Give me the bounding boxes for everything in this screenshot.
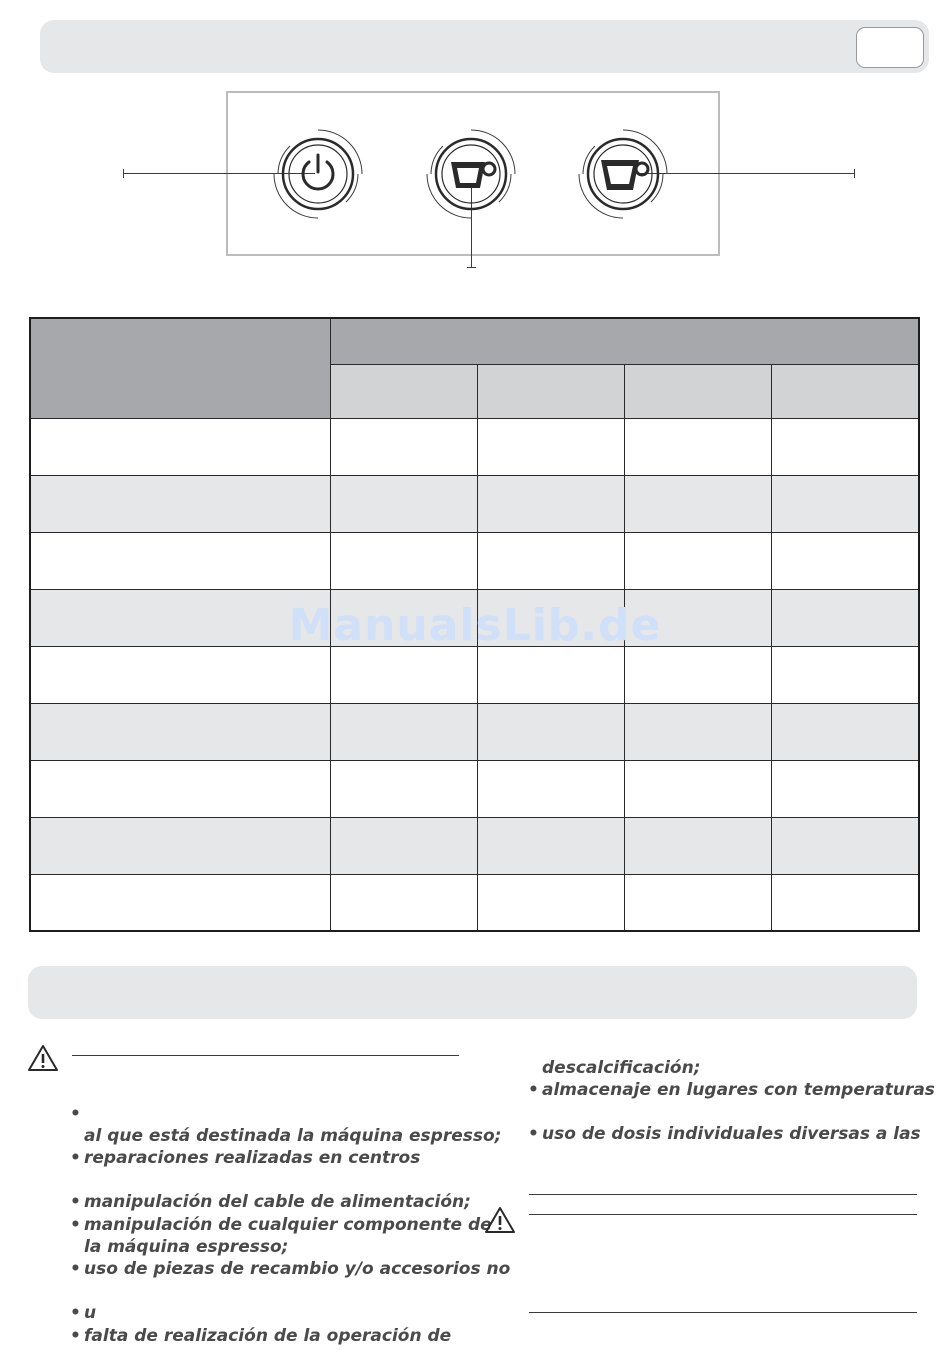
cup-small-icon bbox=[423, 126, 519, 222]
divider-line bbox=[529, 1312, 917, 1313]
list-item: falta de realización de la operación de bbox=[84, 1326, 452, 1346]
list-item: manipulación del cable de alimentación; bbox=[84, 1192, 471, 1212]
table-subheader-cell bbox=[771, 364, 919, 418]
list-bullet: • bbox=[70, 1148, 81, 1168]
list-item: uso de dosis individuales diversas a las bbox=[542, 1124, 921, 1144]
list-item: almacenaje en lugares con temperaturas bbox=[542, 1080, 935, 1100]
table-header-cell bbox=[330, 318, 919, 364]
list-bullet: • bbox=[70, 1259, 81, 1279]
cup-large-icon bbox=[575, 126, 671, 222]
divider-line bbox=[529, 1214, 917, 1215]
short-coffee-button[interactable] bbox=[423, 126, 519, 222]
table-row bbox=[30, 475, 919, 532]
list-bullet: • bbox=[528, 1080, 539, 1100]
list-item: uso de piezas de recambio y/o accesorios no bbox=[84, 1259, 511, 1279]
table-row bbox=[30, 703, 919, 760]
table-subheader-cell bbox=[624, 364, 771, 418]
list-bullet: • bbox=[70, 1303, 81, 1323]
table-row bbox=[30, 532, 919, 589]
callout-tick-right bbox=[854, 169, 855, 178]
divider-line bbox=[529, 1194, 917, 1195]
callout-tick-left bbox=[123, 169, 124, 178]
list-item: reparaciones realizadas en centros bbox=[84, 1148, 421, 1168]
list-bullet: • bbox=[70, 1192, 81, 1212]
list-item: la máquina espresso; bbox=[84, 1237, 289, 1257]
table-header-cell bbox=[30, 318, 330, 418]
section-bar bbox=[28, 966, 917, 1019]
list-bullet: • bbox=[70, 1326, 81, 1346]
table-row bbox=[30, 874, 919, 931]
warning-icon bbox=[27, 1044, 59, 1072]
list-item: u bbox=[84, 1303, 97, 1323]
table-row bbox=[30, 646, 919, 703]
list-bullet: • bbox=[528, 1124, 539, 1144]
list-item: al que está destinada la máquina espresso; bbox=[84, 1126, 502, 1146]
long-coffee-button[interactable] bbox=[575, 126, 671, 222]
power-button[interactable] bbox=[270, 126, 366, 222]
table-row bbox=[30, 817, 919, 874]
table-row bbox=[30, 418, 919, 475]
list-bullet: • bbox=[70, 1104, 81, 1124]
callout-tick-bottom bbox=[467, 267, 476, 268]
table-subheader-cell bbox=[330, 364, 477, 418]
warning-icon bbox=[484, 1206, 516, 1234]
callout-line-long bbox=[640, 173, 855, 174]
list-item: descalcificación; bbox=[542, 1058, 701, 1078]
table-row bbox=[30, 760, 919, 817]
page-number-box bbox=[856, 27, 924, 68]
divider-line bbox=[72, 1055, 459, 1056]
list-bullet: • bbox=[70, 1215, 81, 1235]
table-subheader-cell bbox=[477, 364, 624, 418]
watermark: ManualsLib.de bbox=[288, 600, 662, 651]
list-item: manipulación de cualquier componente de bbox=[84, 1215, 492, 1235]
power-icon bbox=[270, 126, 366, 222]
header-bar bbox=[40, 20, 929, 73]
